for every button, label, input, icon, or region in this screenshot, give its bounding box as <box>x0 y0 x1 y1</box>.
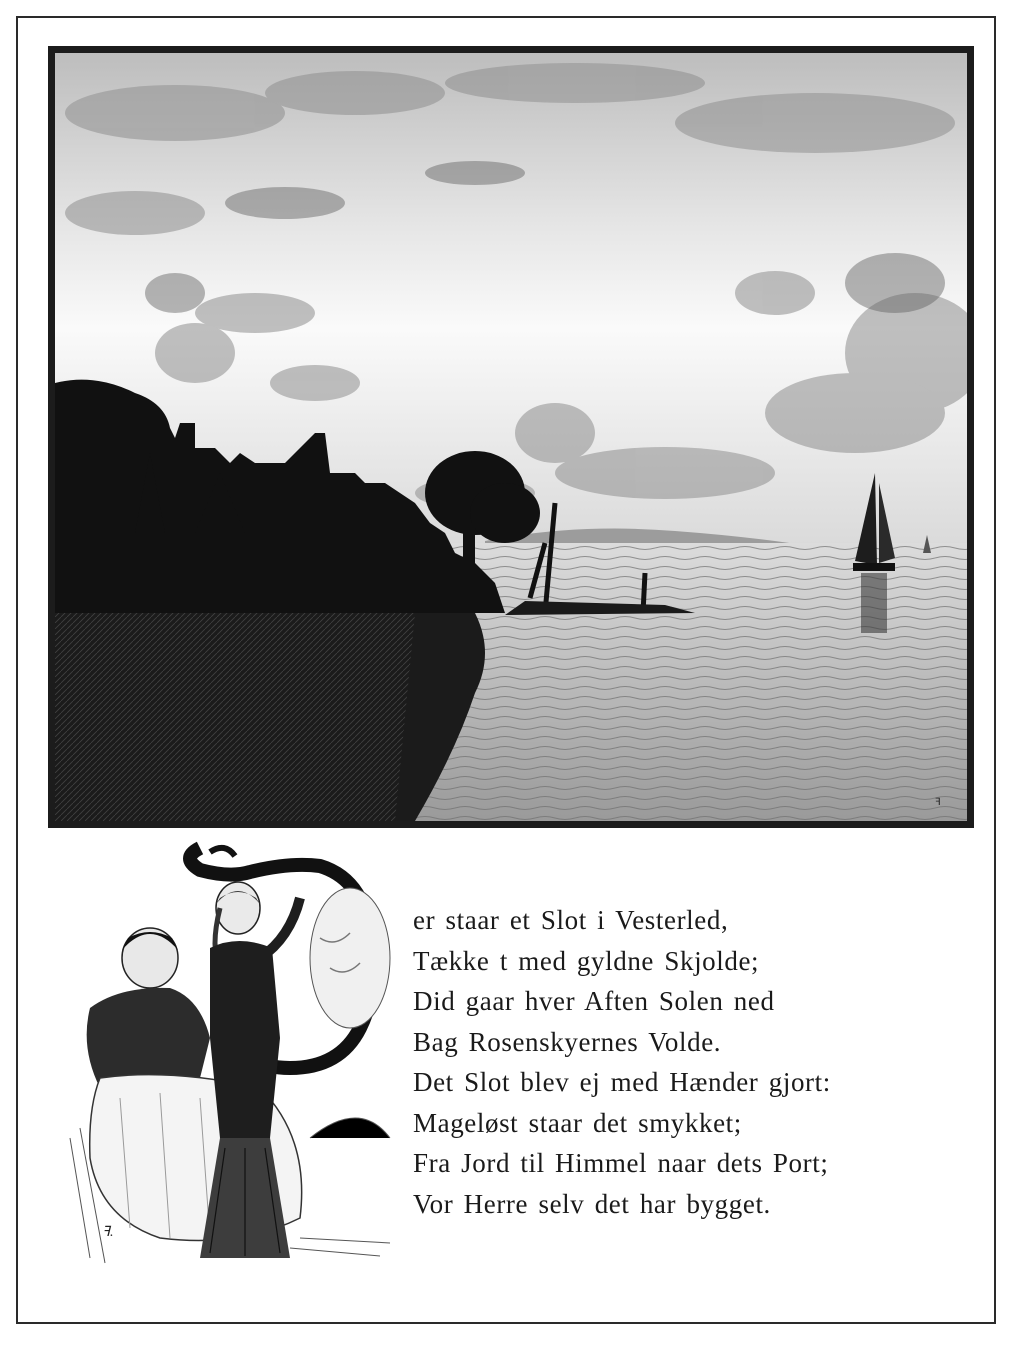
poem-line: Vor Herre selv det har bygget. <box>413 1188 771 1219</box>
harbor-sunset-etching <box>55 53 967 821</box>
landscape-illustration <box>48 46 974 828</box>
artist-monogram: ꟻ <box>935 797 941 808</box>
poem-line: Bag Rosenskyernes Volde. <box>413 1026 722 1057</box>
poem-line: er staar et Slot i Vesterled, <box>413 905 729 935</box>
two-women-initial-d <box>60 838 408 1282</box>
poem-line: Tække t med gyldne Skjolde; <box>413 945 760 976</box>
poem-line: Mageløst staar det smykket; <box>413 1107 742 1138</box>
artist-signature: ꟻ. <box>102 1225 114 1240</box>
poem-line: Det Slot blev ej med Hænder gjort: <box>413 1067 831 1097</box>
poem-line: Fra Jord til Himmel naar dets Port; <box>413 1148 829 1178</box>
poem-line: Did gaar hver Aften Solen ned <box>413 986 775 1016</box>
poem-text <box>413 900 973 1224</box>
vignette-illustration <box>60 838 408 1282</box>
